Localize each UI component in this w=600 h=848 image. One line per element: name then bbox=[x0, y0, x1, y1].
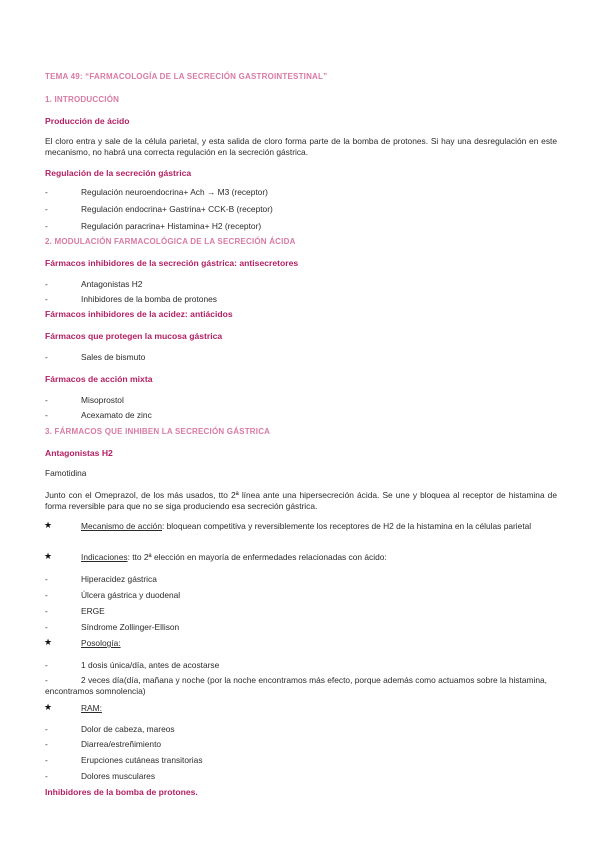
list-item: Sales de bismuto bbox=[81, 352, 146, 362]
document-title: TEMA 49: “FARMACOLOGÍA DE LA SECRECIÓN GASTROINTESTINAL” bbox=[45, 72, 328, 81]
list-item: Dolor de cabeza, mareos bbox=[81, 724, 175, 734]
list-item: Hiperacidez gástrica bbox=[81, 574, 157, 584]
gastric-regulation-heading: Regulación de la secreción gástrica bbox=[45, 168, 192, 178]
acid-production-heading: Producción de ácido bbox=[45, 116, 130, 126]
antisecretory-heading: Fármacos inhibidores de la secreción gástrica: antisecretores bbox=[45, 258, 299, 268]
list-dash: - bbox=[45, 294, 48, 304]
indications-label: Indicaciones bbox=[81, 552, 128, 562]
list-dash: - bbox=[45, 675, 48, 685]
list-item: Dolores musculares bbox=[81, 771, 156, 781]
ram-label: RAM: bbox=[81, 703, 102, 713]
list-dash: - bbox=[45, 221, 48, 231]
section-1-heading: 1. INTRODUCCIÓN bbox=[45, 95, 120, 104]
mechanism-label: Mecanismo de acción bbox=[81, 521, 162, 531]
list-item: Antagonistas H2 bbox=[81, 279, 143, 289]
mixed-action-heading: Fármacos de acción mixta bbox=[45, 374, 153, 384]
list-item: Regulación endocrina+ Gastrina+ CCK-B (receptor) bbox=[81, 204, 273, 214]
list-item: Diarrea/estreñimiento bbox=[81, 739, 162, 749]
list-dash: - bbox=[45, 204, 48, 214]
list-dash: - bbox=[45, 606, 48, 616]
mucosa-protectors-heading: Fármacos que protegen la mucosa gástrica bbox=[45, 331, 223, 341]
list-item: ERGE bbox=[81, 606, 105, 616]
star-bullet-icon: ★ bbox=[44, 702, 53, 712]
list-item: Regulación neuroendocrina+ Ach → M3 (receptor) bbox=[81, 187, 268, 197]
h2-antagonists-heading: Antagonistas H2 bbox=[45, 448, 113, 458]
list-dash: - bbox=[45, 279, 48, 289]
list-item: 1 dosis única/día, antes de acostarse bbox=[81, 660, 220, 670]
list-dash: - bbox=[45, 590, 48, 600]
section-2-heading: 2. MODULACIÓN FARMACOLÓGICA DE LA SECRECIÓN ÁCIDA bbox=[45, 237, 296, 246]
list-item: Misoprostol bbox=[81, 395, 124, 405]
list-item: Síndrome Zollinger-Ellison bbox=[81, 622, 180, 632]
ppi-heading: Inhibidores de la bomba de protones. bbox=[45, 787, 198, 797]
h2-intro-paragraph: Junto con el Omeprazol, de los más usados, tto 2ª línea ante una hipersecreción ácida. Se une y bloquea al receptor de histamina de forma reversible para que no se siga produciendo esa secreción gástrica. bbox=[45, 490, 557, 511]
star-bullet-icon: ★ bbox=[44, 551, 53, 561]
star-bullet-icon: ★ bbox=[44, 520, 53, 530]
list-item: 2 veces día(día, mañana y noche (por la noche encontramos más efecto, porque además como actuamos sobre la histamina, encontramos somnolencia) bbox=[45, 675, 547, 696]
list-dash: - bbox=[45, 352, 48, 362]
indications-text: : tto 2ª elección en mayoría de enfermedades relacionadas con ácido: bbox=[127, 552, 387, 562]
list-dash: - bbox=[45, 574, 48, 584]
list-item: Regulación paracrina+ Histamina+ H2 (receptor) bbox=[81, 221, 262, 231]
mechanism-paragraph bbox=[45, 521, 557, 532]
list-item: Acexamato de zinc bbox=[81, 410, 152, 420]
indications-line bbox=[81, 552, 387, 562]
antacids-heading: Fármacos inhibidores de la acidez: antiácidos bbox=[45, 309, 233, 319]
list-dash: - bbox=[45, 660, 48, 670]
list-item: Inhibidores de la bomba de protones bbox=[81, 294, 217, 304]
acid-production-paragraph: El cloro entra y sale de la célula parietal, y esta salida de cloro forma parte de la bomba de protones. Si hay una desregulación en este mecanismo, no habrá una correcta regulación en la secreción gástrica. bbox=[45, 136, 557, 157]
list-dash: - bbox=[45, 739, 48, 749]
list-dash: - bbox=[45, 771, 48, 781]
star-bullet-icon: ★ bbox=[44, 637, 53, 647]
drug-name: Famotidina bbox=[45, 468, 87, 478]
list-dash: - bbox=[45, 187, 48, 197]
list-dash: - bbox=[45, 724, 48, 734]
mechanism-text: : bloquean competitiva y reversiblemente los receptores de H2 de la histamina en la células parietal bbox=[162, 521, 532, 531]
posology-label: Posología: bbox=[81, 638, 121, 648]
list-dash: - bbox=[45, 755, 48, 765]
list-item: Úlcera gástrica y duodenal bbox=[81, 590, 181, 600]
list-item: Erupciones cutáneas transitorias bbox=[81, 755, 203, 765]
list-dash: - bbox=[45, 410, 48, 420]
list-dash: - bbox=[45, 395, 48, 405]
section-3-heading: 3. FÁRMACOS QUE INHIBEN LA SECRECIÓN GÁSTRICA bbox=[45, 427, 271, 436]
list-dash: - bbox=[45, 622, 48, 632]
